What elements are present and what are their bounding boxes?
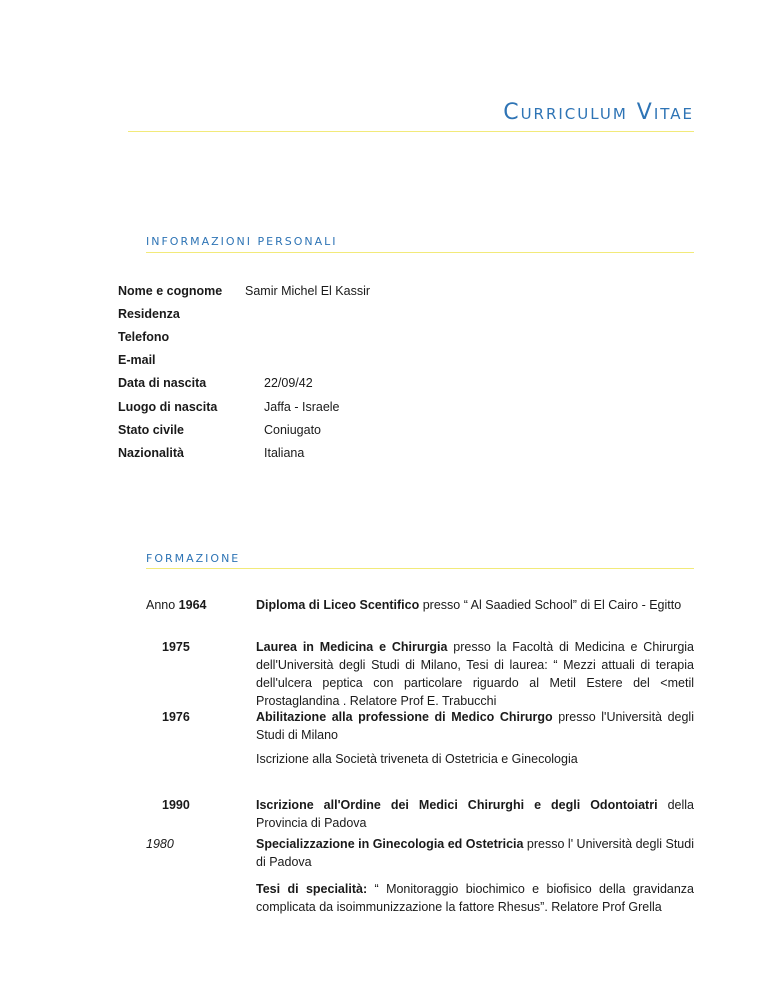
education-year xyxy=(162,798,190,812)
info-value: Coniugato xyxy=(264,423,321,437)
info-label: Residenza xyxy=(118,307,180,321)
info-value: Jaffa - Israele xyxy=(264,400,340,414)
title-divider xyxy=(128,131,694,132)
entry-text: “ Monitoraggio biochimico e biofisico della gravidanza complicata da isoimmunizzazione la fattore Rhesus”. Relatore Prof Grella xyxy=(256,882,695,914)
entry-title: Tesi di specialità: xyxy=(256,882,368,896)
entry-title: Specializzazione in Ginecologia ed Ostetricia xyxy=(256,837,524,851)
info-label: E-mail xyxy=(118,353,156,367)
entry-title: Laurea in Medicina e Chirurgia xyxy=(256,640,448,654)
education-entry xyxy=(256,708,694,744)
entry-text: presso la Facoltà di Medicina e Chirurgia dell'Università degli Studi di Milano, Tesi di laurea: “ Mezzi attuali di terapia dell'ulcera peptica con particolare riguardo al Metil Estere del <metil Prostaglandina . Relatore Prof E. Trabucchi xyxy=(256,640,695,708)
education-heading: FORMAZIONE xyxy=(146,552,241,565)
education-year xyxy=(146,837,174,851)
info-value: 22/09/42 xyxy=(264,376,313,390)
entry-title: Abilitazione alla professione di Medico Chirurgo xyxy=(256,710,553,724)
education-entry xyxy=(256,796,694,832)
year-value: 1980 xyxy=(146,837,174,851)
education-year xyxy=(146,598,206,612)
info-label: Nazionalità xyxy=(118,446,184,460)
info-label: Data di nascita xyxy=(118,376,207,390)
entry-text: della Provincia di Padova xyxy=(256,798,694,830)
education-year xyxy=(162,640,190,654)
year-value: 1976 xyxy=(162,710,190,724)
info-label: Luogo di nascita xyxy=(118,400,218,414)
info-value: Samir Michel El Kassir xyxy=(245,284,371,298)
year-prefix: Anno xyxy=(146,598,179,612)
entry-text: presso l'Università degli Studi di Milano xyxy=(256,710,694,742)
personal-info-divider xyxy=(146,252,694,253)
info-value: Italiana xyxy=(264,446,305,460)
education-divider xyxy=(146,568,694,569)
info-label: Nome e cognome xyxy=(118,284,223,298)
education-entry xyxy=(256,835,694,871)
entry-title: Iscrizione all'Ordine dei Medici Chirurghi e degli Odontoiatri xyxy=(256,798,658,812)
education-entry xyxy=(256,880,694,916)
entry-text: presso l' Università degli Studi di Padova xyxy=(256,837,694,869)
entry-text: presso “ Al Saadied School” di El Cairo - Egitto xyxy=(419,598,682,612)
entry-text: Iscrizione alla Società triveneta di Ostetricia e Ginecologia xyxy=(256,752,578,766)
document-title: Curriculum Vitae xyxy=(503,100,694,125)
year-value: 1975 xyxy=(162,640,190,654)
year-value: 1964 xyxy=(178,598,207,612)
education-entry xyxy=(256,596,694,614)
entry-title: Diploma di Liceo Scentifico xyxy=(256,598,420,612)
info-label: Telefono xyxy=(118,330,170,344)
education-entry xyxy=(256,638,694,710)
info-label: Stato civile xyxy=(118,423,184,437)
education-year xyxy=(162,710,190,724)
education-entry xyxy=(256,750,694,768)
personal-info-heading: INFORMAZIONI PERSONALI xyxy=(146,235,338,248)
year-value: 1990 xyxy=(162,798,190,812)
